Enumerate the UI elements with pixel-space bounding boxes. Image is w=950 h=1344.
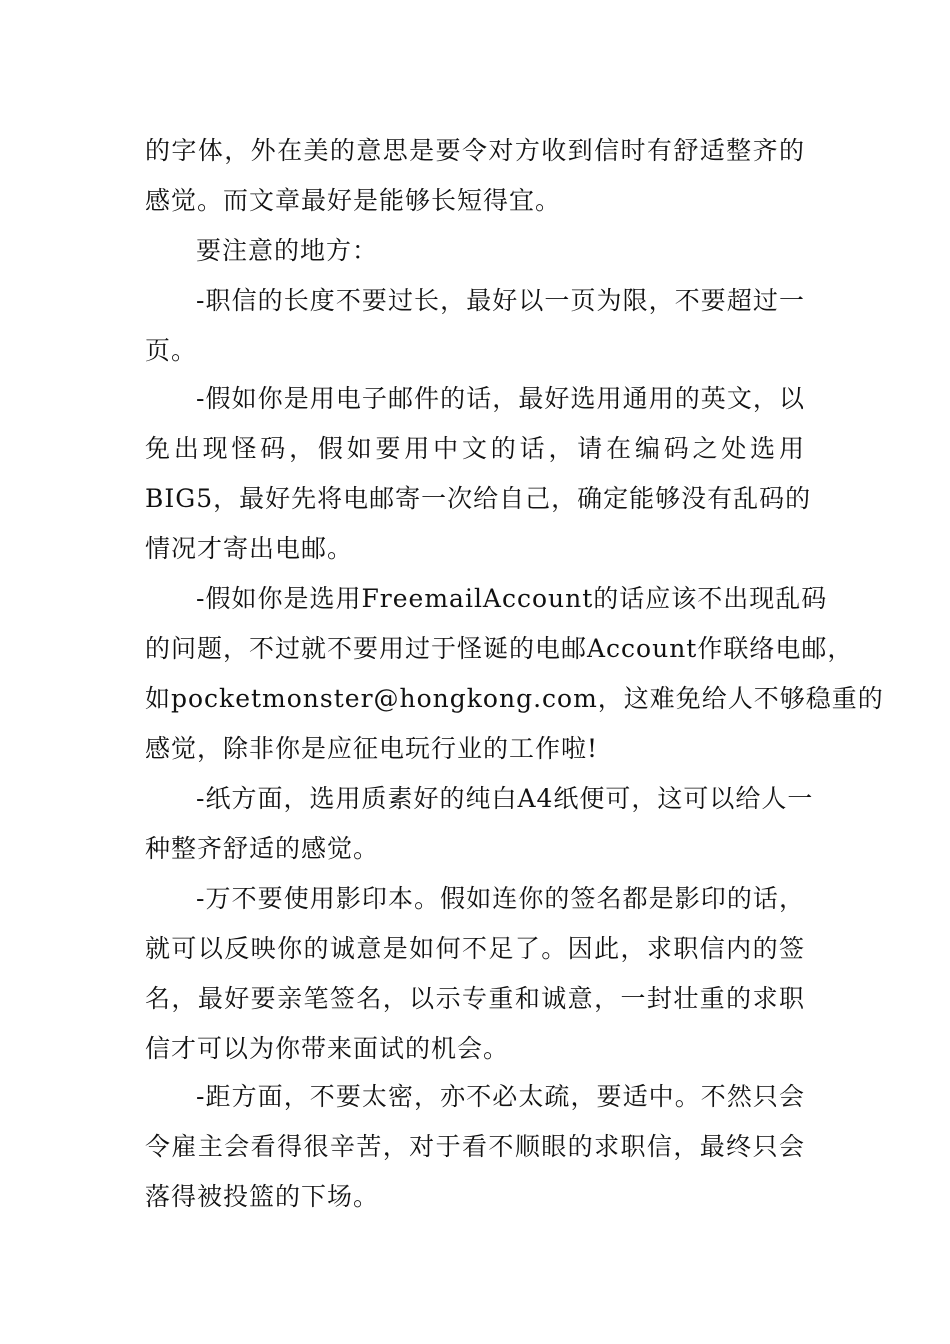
text-line: 信才可以为你带来面试的机会。 xyxy=(145,1034,510,1063)
text-line: 免出现怪码，假如要用中文的话，请在编码之处选用 xyxy=(145,434,805,463)
text-line: 种整齐舒适的感觉。 xyxy=(145,834,380,863)
text-line: 落得被投篮的下场。 xyxy=(145,1182,380,1211)
text-line: 令雇主会看得很辛苦，对于看不顺眼的求职信，最终只会 xyxy=(145,1132,805,1161)
text-line: -纸方面，选用质素好的纯白A4纸便可，这可以给人一 xyxy=(196,784,814,813)
text-line: 的字体，外在美的意思是要令对方收到信时有舒适整齐的 xyxy=(145,136,805,165)
text-line: 就可以反映你的诚意是如何不足了。因此，求职信内的签 xyxy=(145,934,805,963)
text-line: -假如你是用电子邮件的话，最好选用通用的英文，以 xyxy=(196,384,805,413)
text-line: 页。 xyxy=(145,336,198,365)
text-line: 的问题，不过就不要用过于怪诞的电邮Account作联络电邮， xyxy=(145,634,854,663)
text-line: 感觉，除非你是应征电玩行业的工作啦! xyxy=(145,734,599,763)
text-line: -职信的长度不要过长，最好以一页为限，不要超过一 xyxy=(196,286,805,315)
text-line: BIG5，最好先将电邮寄一次给自己，确定能够没有乱码的 xyxy=(145,484,812,513)
text-line: 感觉。而文章最好是能够长短得宜。 xyxy=(145,186,562,215)
text-line: -假如你是选用FreemailAccount的话应该不出现乱码 xyxy=(196,584,828,613)
text-line: 如pocketmonster@hongkong.com，这难免给人不够稳重的 xyxy=(145,684,884,713)
text-line: 情况才寄出电邮。 xyxy=(145,534,354,563)
text-line: 要注意的地方： xyxy=(196,236,379,265)
text-line: -距方面，不要太密，亦不必太疏，要适中。不然只会 xyxy=(196,1082,805,1111)
text-line: -万不要使用影印本。假如连你的签名都是影印的话， xyxy=(196,884,805,913)
text-line: 名，最好要亲笔签名，以示专重和诚意，一封壮重的求职 xyxy=(145,984,805,1013)
